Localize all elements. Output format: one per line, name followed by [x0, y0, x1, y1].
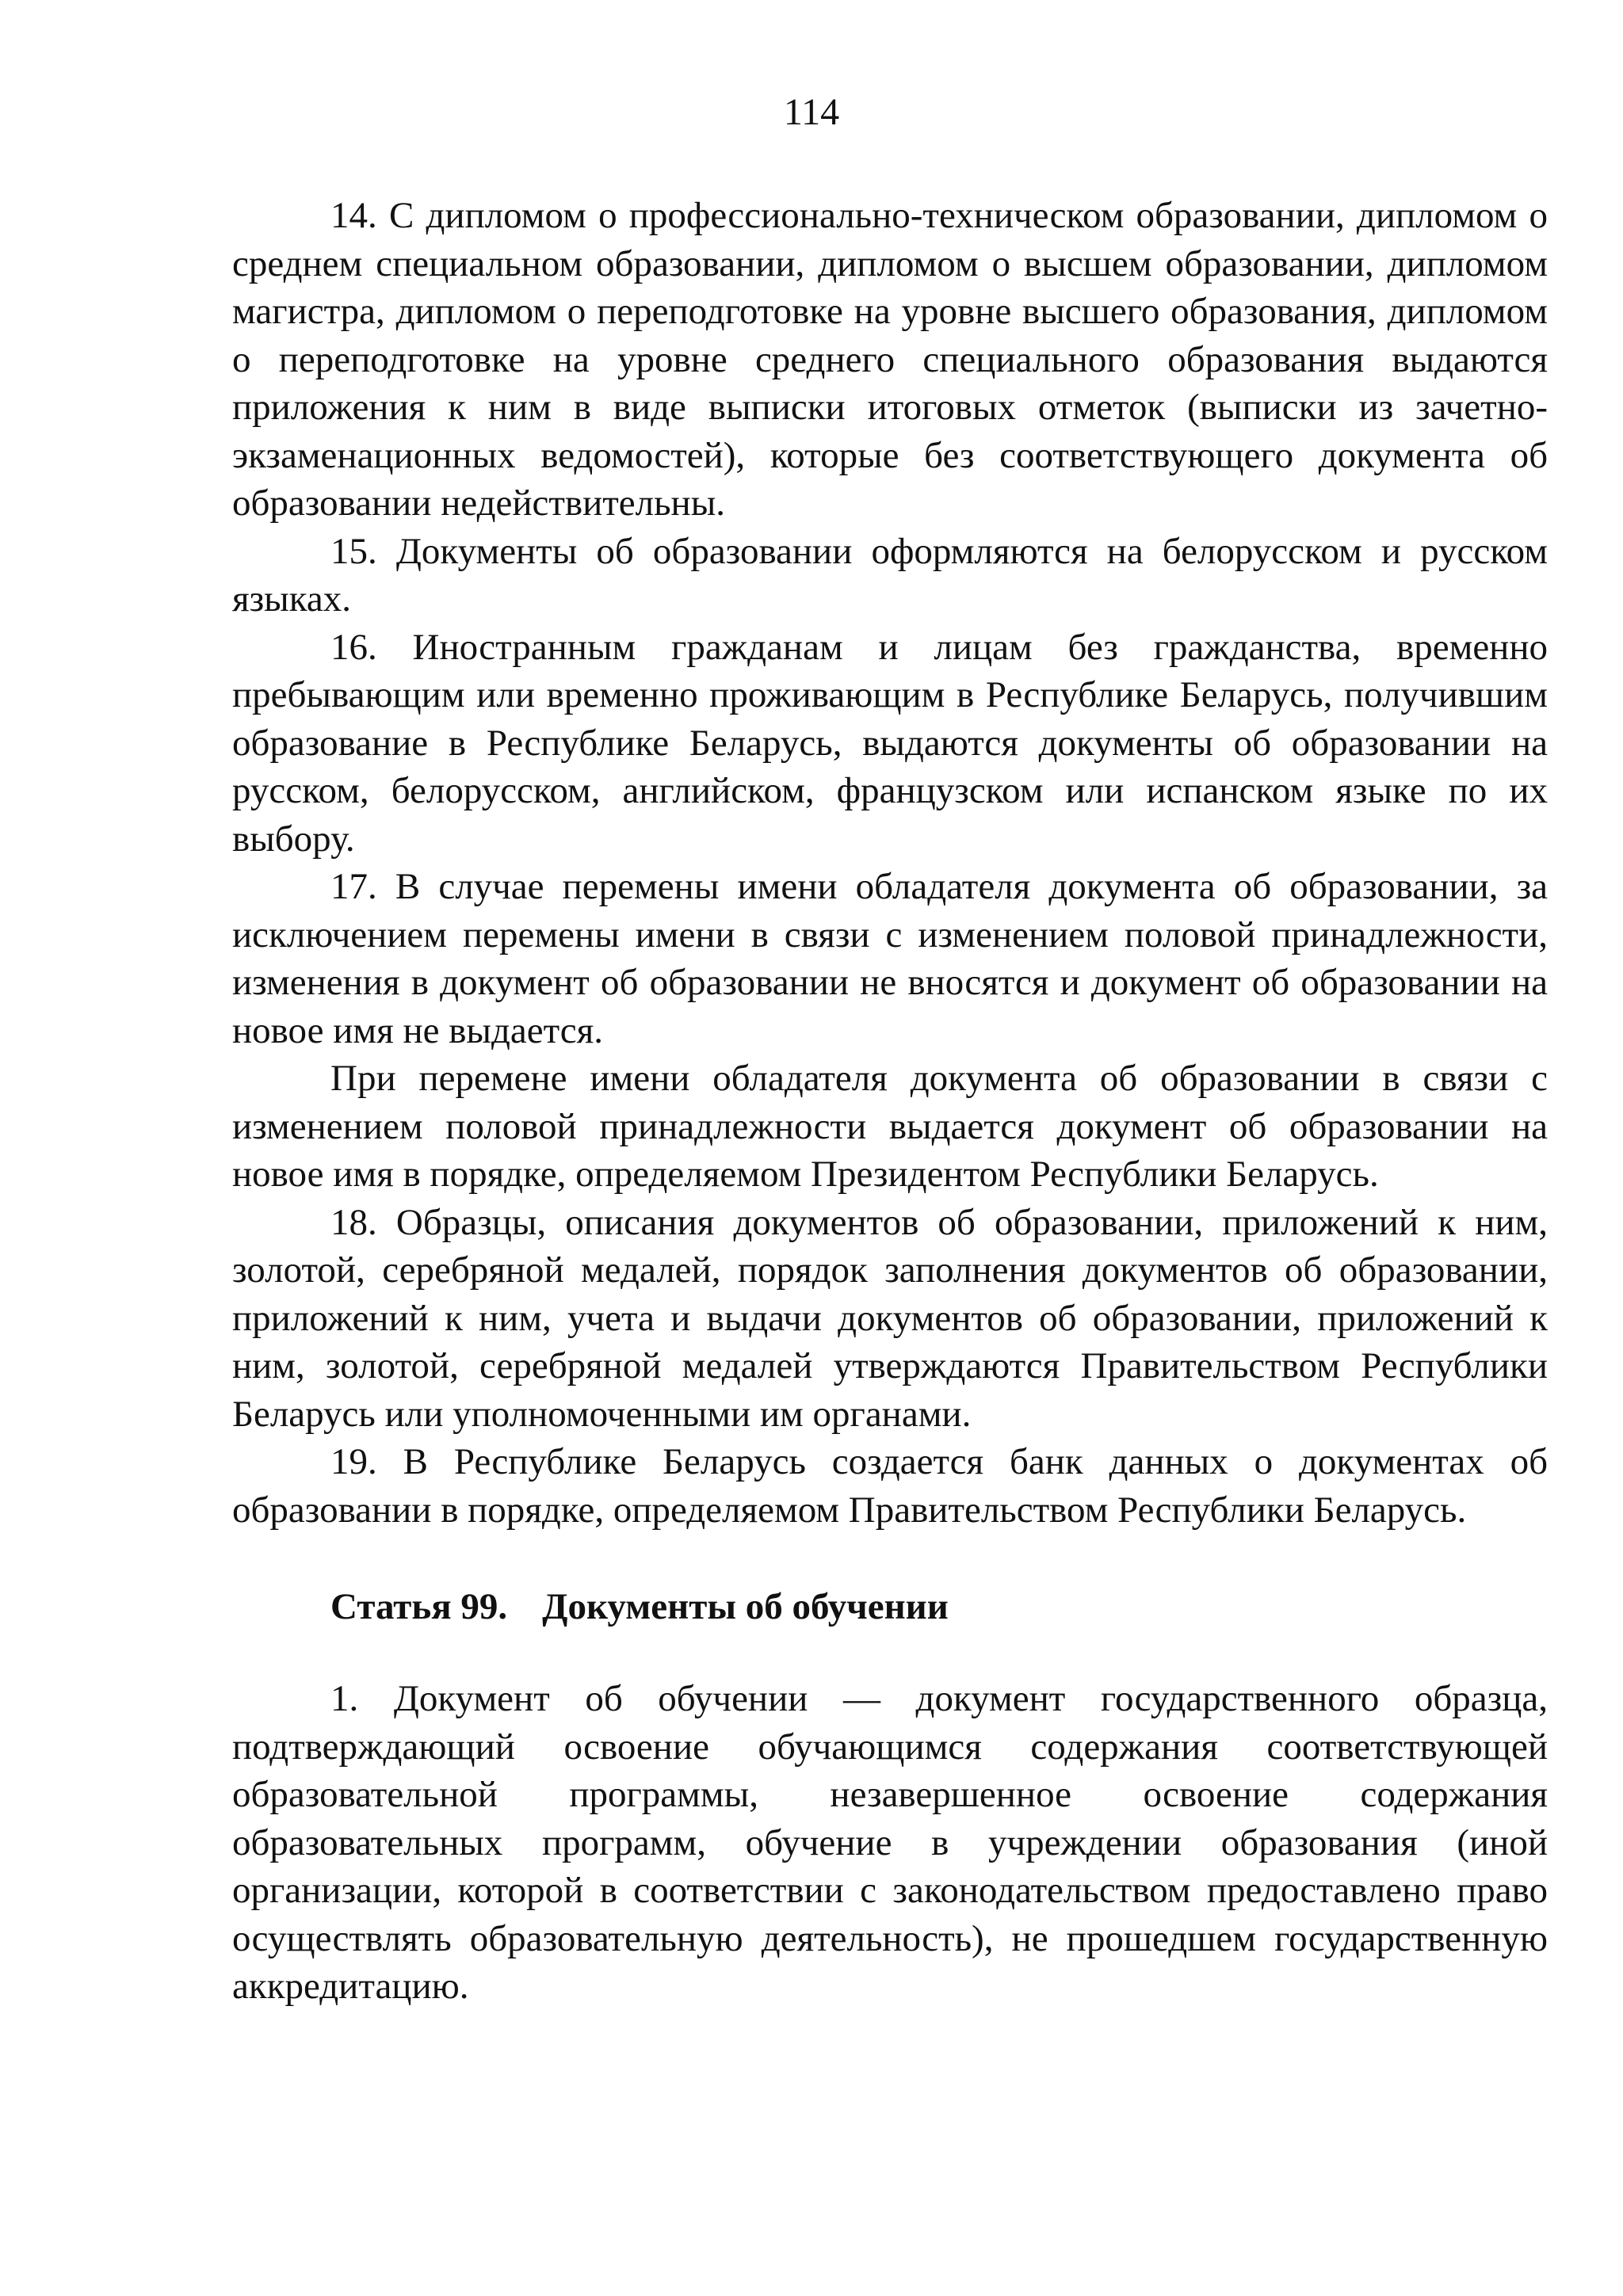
paragraph-16: 16. Иностранным гражданам и лицам без гражданства, временно пребывающим или временно проживающим в Республике Беларусь, получившим образование в Республике Беларусь, выдаются документы об образовании на русском, белорусском, английском, французском или испанском языке по их выбору. — [232, 626, 1548, 860]
article-99-paragraph-1: 1. Документ об обучении — документ государственного образца, подтверждающий освоение обучающимся содержания соответствующей образовательной программы, незавершенное освоение содержания образовательных программ, обучение в учреждении образования (иной организации, которой в соответствии с законодательством предоставлено право осуществлять образовательную деятельность), не прошедшем государственную аккредитацию. — [232, 1678, 1548, 2007]
article-title: Документы об обучении — [542, 1586, 949, 1627]
article-number: Статья 99. — [330, 1586, 508, 1627]
document-body — [232, 192, 1548, 2011]
paragraph-19: 19. В Республике Беларусь создается банк данных о документах об образовании в порядке, определяемом Правительством Республики Беларусь. — [232, 1441, 1548, 1531]
paragraph-15: 15. Документы об образовании оформляются на белорусском и русском языках. — [232, 530, 1548, 620]
page-number: 114 — [783, 91, 840, 133]
paragraph-14: 14. С дипломом о профессионально-техническом образовании, дипломом о среднем специальном образовании, дипломом о высшем образовании, дипломом магистра, дипломом о переподготовке на уровне высшего образования, дипломом о переподготовке на уровне среднего специального образования выдаются приложения к ним в виде выписки итоговых отметок (выписки из зачетно-экзаменационных ведомостей), которые без соответствующего документа об образовании недействительны. — [232, 195, 1548, 524]
paragraph-17: 17. В случае перемены имени обладателя документа об образовании, за исключением перемены имени в связи с изменением половой принадлежности, изменения в документ об образовании не вносятся и документ об образовании на новое имя не выдается. — [232, 866, 1548, 1051]
article-heading — [232, 1583, 1548, 1630]
paragraph-17-continued: При перемене имени обладателя документа об образовании в связи с изменением половой принадлежности выдается документ об образовании на новое имя в порядке, определяемом Президентом Республики Беларусь. — [232, 1058, 1548, 1195]
paragraph-18: 18. Образцы, описания документов об образовании, приложений к ним, золотой, серебряной медалей, порядок заполнения документов об образовании, приложений к ним, учета и выдачи документов об образовании, приложений к ним, золотой, серебряной медалей утверждаются Правительством Республики Беларусь или уполномоченными им органами. — [232, 1201, 1548, 1435]
